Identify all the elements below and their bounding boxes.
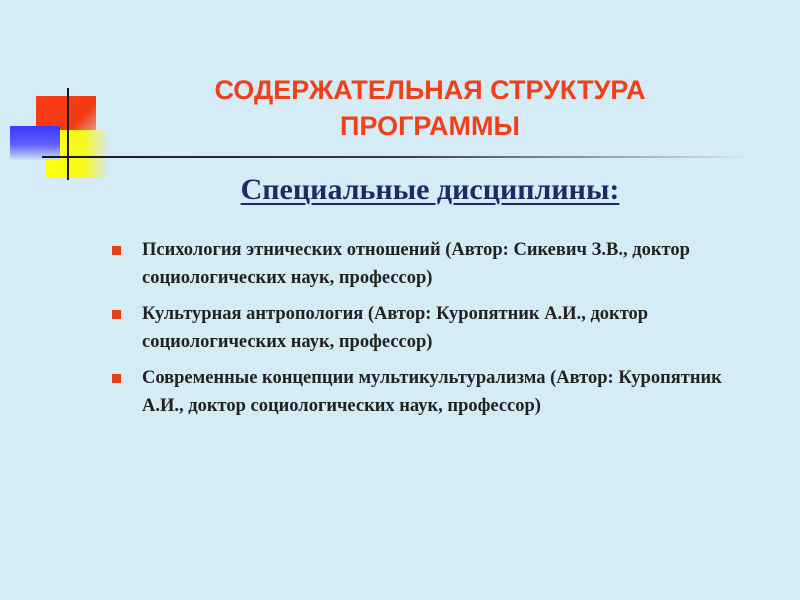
square-bullet-icon: [112, 246, 121, 255]
slide-title-line-2: ПРОГРАММЫ: [340, 111, 520, 141]
list-item-text: Культурная антропология (Автор: Куропятник А.И., доктор социологических наук, профессор): [142, 304, 649, 352]
square-bullet-icon: [112, 374, 121, 383]
slide-title-line-1: СОДЕРЖАТЕЛЬНАЯ СТРУКТУРА: [214, 75, 646, 105]
slide-title: [110, 72, 750, 144]
list-item: [110, 364, 750, 420]
slide-subtitle: Специальные дисциплины:: [240, 173, 620, 206]
list-item-text: Современные концепции мультикультурализма (Автор: Куропятник А.И., доктор социологических наук, профессор): [142, 368, 722, 416]
vertical-divider-line: [67, 88, 69, 180]
list-item: [110, 236, 750, 292]
square-bullet-icon: [112, 310, 121, 319]
horizontal-divider-line: [42, 156, 752, 158]
list-item-text: Психология этнических отношений (Автор: Сикевич З.В., доктор социологических наук, профессор): [142, 240, 690, 288]
blue-square-decoration: [10, 126, 60, 160]
list-item: [110, 300, 750, 356]
discipline-list: [110, 236, 750, 428]
